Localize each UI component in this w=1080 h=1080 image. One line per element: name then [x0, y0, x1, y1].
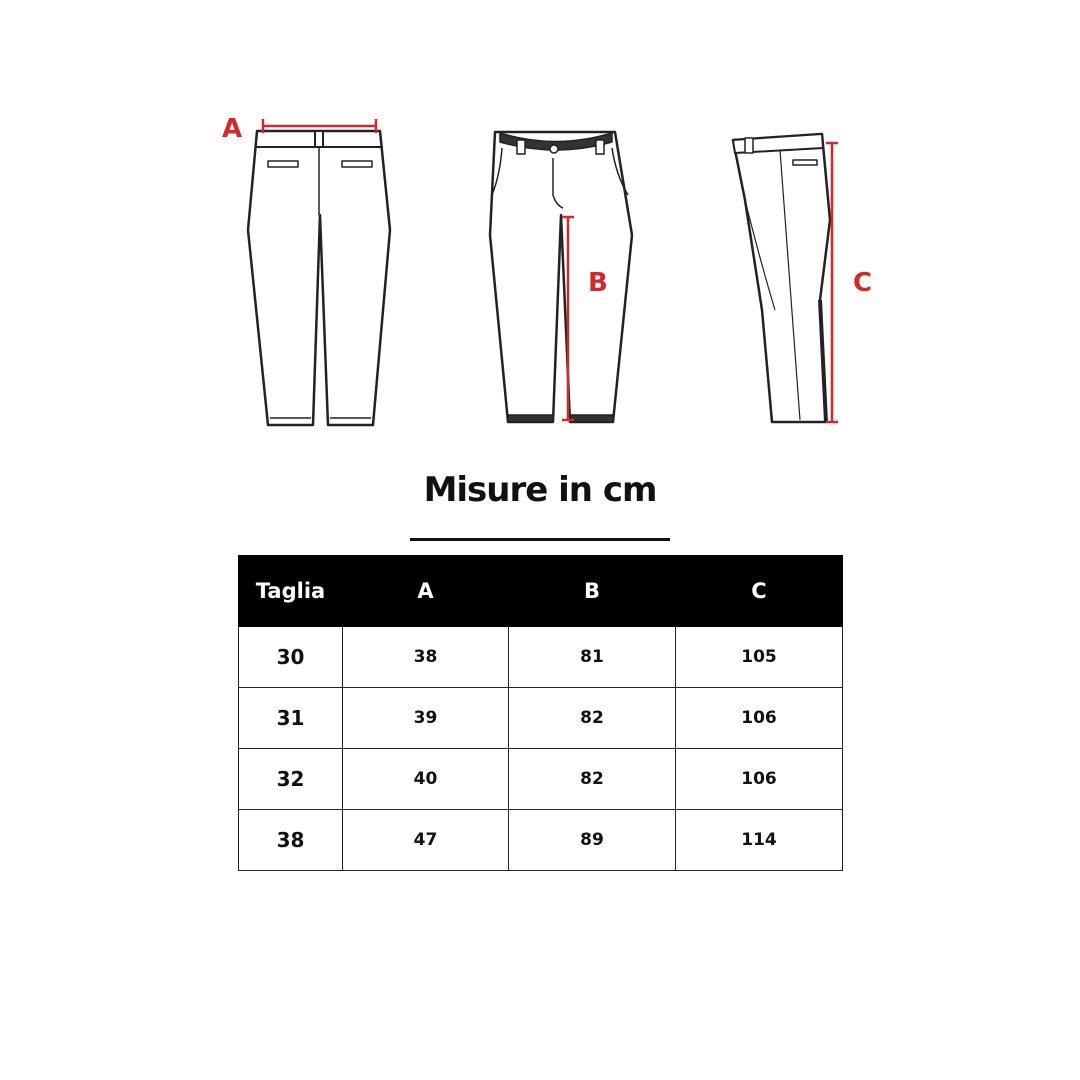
table-row — [239, 627, 843, 688]
cell-b: 81 — [509, 627, 676, 688]
trousers-front-view — [490, 132, 632, 422]
table-row — [239, 688, 843, 749]
cell-c: 114 — [676, 810, 843, 871]
cell-b: 89 — [509, 810, 676, 871]
table-title: Misure in cm — [423, 470, 657, 510]
cell-size: 31 — [239, 688, 343, 749]
header-a: A — [343, 556, 509, 627]
header-c: C — [676, 556, 843, 627]
table-row — [239, 749, 843, 810]
cell-c: 105 — [676, 627, 843, 688]
cell-a: 40 — [343, 749, 509, 810]
table-header-row — [239, 556, 843, 627]
header-b: B — [509, 556, 676, 627]
marker-a: A — [222, 114, 243, 144]
trousers-measurement-diagram — [0, 0, 1080, 460]
cell-a: 47 — [343, 810, 509, 871]
table-row — [239, 810, 843, 871]
size-table — [238, 555, 843, 871]
trousers-side-view — [733, 134, 830, 422]
cell-size: 30 — [239, 627, 343, 688]
title-underline — [410, 538, 670, 541]
cell-c: 106 — [676, 749, 843, 810]
cell-b: 82 — [509, 749, 676, 810]
cell-size: 38 — [239, 810, 343, 871]
header-taglia: Taglia — [239, 556, 343, 627]
cell-size: 32 — [239, 749, 343, 810]
trousers-back-view — [248, 131, 390, 425]
cell-a: 38 — [343, 627, 509, 688]
marker-b: B — [588, 268, 608, 298]
marker-c: C — [853, 268, 873, 298]
cell-b: 82 — [509, 688, 676, 749]
cell-c: 106 — [676, 688, 843, 749]
cell-a: 39 — [343, 688, 509, 749]
